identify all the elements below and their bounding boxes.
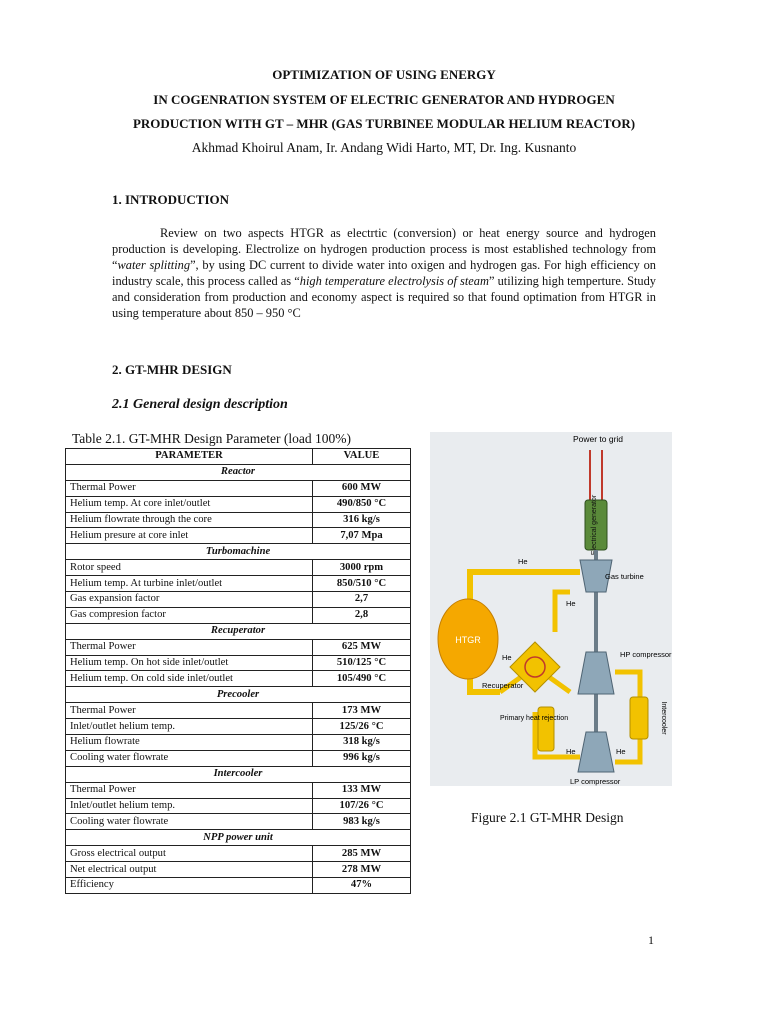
table-cell-parameter: Inlet/outlet helium temp.: [66, 798, 313, 814]
label-recuperator: Recuperator: [482, 681, 524, 690]
label-htgr: HTGR: [455, 635, 481, 645]
table-section-label: Intercooler: [66, 766, 411, 782]
introduction-paragraph: [112, 225, 656, 321]
paper-title-line-1: OPTIMIZATION OF USING ENERGY: [272, 67, 496, 82]
label-he-4: He: [566, 747, 576, 756]
table-header-parameter: PARAMETER: [66, 449, 313, 465]
table-cell-parameter: Helium presure at core inlet: [66, 528, 313, 544]
table-cell-value: 3000 rpm: [313, 560, 411, 576]
table-row: [66, 878, 411, 894]
table-row: [66, 782, 411, 798]
label-he-5: He: [616, 747, 626, 756]
table-row: [66, 798, 411, 814]
table-row: [66, 862, 411, 878]
table-section-row: [66, 687, 411, 703]
intro-emphasis-water-splitting: water splitting: [117, 258, 191, 272]
table-cell-parameter: Rotor speed: [66, 560, 313, 576]
table-cell-parameter: Thermal Power: [66, 480, 313, 496]
table-section-row: [66, 464, 411, 480]
label-hp-compressor: HP compressor: [620, 650, 672, 659]
table-cell-parameter: Helium temp. At core inlet/outlet: [66, 496, 313, 512]
table-cell-value: 318 kg/s: [313, 735, 411, 751]
table-row: [66, 703, 411, 719]
table-cell-parameter: Efficiency: [66, 878, 313, 894]
table-row: [66, 512, 411, 528]
table-section-label: Precooler: [66, 687, 411, 703]
page-number: 1: [648, 933, 654, 947]
table-cell-parameter: Gross electrical output: [66, 846, 313, 862]
table-row: [66, 496, 411, 512]
label-intercooler: Intercooler: [660, 701, 667, 735]
table-cell-value: 2,7: [313, 592, 411, 608]
table-cell-parameter: Helium temp. On hot side inlet/outlet: [66, 655, 313, 671]
table-section-row: [66, 544, 411, 560]
section-1-heading: 1. INTRODUCTION: [112, 192, 230, 207]
table-row: [66, 592, 411, 608]
table-cell-value: 625 MW: [313, 639, 411, 655]
table-header-row: [66, 449, 411, 465]
table-cell-value: 278 MW: [313, 862, 411, 878]
paper-title-line-2: IN COGENRATION SYSTEM OF ELECTRIC GENERATOR AND HYDROGEN: [153, 92, 615, 107]
table-row: [66, 639, 411, 655]
table-cell-parameter: Thermal Power: [66, 703, 313, 719]
table-row: [66, 671, 411, 687]
table-section-label: Recuperator: [66, 623, 411, 639]
gt-mhr-diagram: [430, 432, 672, 786]
intro-text-part-2: ”, by using DC current to divide water into oxigen and hydrogen gas. For high efficiency on industry scale, this process called as “: [112, 258, 656, 288]
table-section-row: [66, 623, 411, 639]
paper-title-line-3: PRODUCTION WITH GT – MHR (GAS TURBINEE MODULAR HELIUM REACTOR): [132, 116, 636, 131]
table-cell-value: 107/26 °C: [313, 798, 411, 814]
table-cell-value: 285 MW: [313, 846, 411, 862]
table-row: [66, 655, 411, 671]
table-row: [66, 719, 411, 735]
table-cell-parameter: Inlet/outlet helium temp.: [66, 719, 313, 735]
table-cell-value: 105/490 °C: [313, 671, 411, 687]
table-cell-value: 47%: [313, 878, 411, 894]
subsection-2-1-heading: 2.1 General design description: [112, 397, 288, 412]
table-row: [66, 560, 411, 576]
table-cell-parameter: Thermal Power: [66, 782, 313, 798]
table-row: [66, 607, 411, 623]
table-row: [66, 576, 411, 592]
label-power-to-grid: Power to grid: [572, 434, 624, 444]
label-he-2: He: [566, 599, 576, 608]
figure-caption: Figure 2.1 GT-MHR Design: [471, 810, 624, 825]
table-section-row: [66, 766, 411, 782]
table-cell-parameter: Cooling water flowrate: [66, 814, 313, 830]
table-cell-value: 850/510 °C: [313, 576, 411, 592]
table-cell-parameter: Cooling water flowrate: [66, 750, 313, 766]
table-cell-parameter: Helium flowrate: [66, 735, 313, 751]
label-he-3: He: [502, 653, 512, 662]
table-row: [66, 750, 411, 766]
table-caption: Table 2.1. GT-MHR Design Parameter (load 100%): [72, 431, 351, 446]
table-cell-value: 996 kg/s: [313, 750, 411, 766]
design-parameter-table: [65, 448, 411, 894]
table-cell-parameter: Helium temp. On cold side inlet/outlet: [66, 671, 313, 687]
table-cell-value: 125/26 °C: [313, 719, 411, 735]
label-lp-compressor: LP compressor: [570, 777, 621, 786]
section-2-heading: 2. GT-MHR DESIGN: [112, 362, 232, 377]
label-he-1: He: [518, 557, 528, 566]
intro-text-part-3: ” utilizing high temperture. Study and consideration from production and economy aspect is required so that found optimation from HTGR in using temperature about 850 – 950 °C: [112, 274, 656, 320]
label-gas-turbine: Gas turbine: [605, 572, 644, 581]
table-cell-value: 600 MW: [313, 480, 411, 496]
table-cell-value: 490/850 °C: [313, 496, 411, 512]
table-cell-value: 7,07 Mpa: [313, 528, 411, 544]
table-row: [66, 846, 411, 862]
table-section-row: [66, 830, 411, 846]
table-cell-value: 983 kg/s: [313, 814, 411, 830]
table-cell-value: 2,8: [313, 607, 411, 623]
table-row: [66, 480, 411, 496]
table-section-label: Turbomachine: [66, 544, 411, 560]
table-cell-value: 173 MW: [313, 703, 411, 719]
table-cell-value: 510/125 °C: [313, 655, 411, 671]
table-section-label: Reactor: [66, 464, 411, 480]
table-cell-value: 316 kg/s: [313, 512, 411, 528]
table-cell-value: 133 MW: [313, 782, 411, 798]
table-cell-parameter: Net electrical output: [66, 862, 313, 878]
table-cell-parameter: Helium temp. At turbine inlet/outlet: [66, 576, 313, 592]
primary-heat-rejection: [538, 707, 554, 751]
table-section-label: NPP power unit: [66, 830, 411, 846]
intercooler: [630, 697, 648, 739]
table-row: [66, 814, 411, 830]
table-row: [66, 528, 411, 544]
table-row: [66, 735, 411, 751]
table-cell-parameter: Gas compresion factor: [66, 607, 313, 623]
table-cell-parameter: Helium flowrate through the core: [66, 512, 313, 528]
label-generator: Electrical generator: [591, 494, 598, 556]
table-cell-parameter: Gas expansion factor: [66, 592, 313, 608]
table-header-value: VALUE: [313, 449, 411, 465]
table-cell-parameter: Thermal Power: [66, 639, 313, 655]
label-primary-heat-rejection: Primary heat rejection: [500, 715, 569, 722]
authors: Akhmad Khoirul Anam, Ir. Andang Widi Harto, MT, Dr. Ing. Kusnanto: [191, 140, 577, 155]
intro-emphasis-hte: high temperature electrolysis of steam: [299, 274, 489, 288]
intro-text-part-1: Review on two aspects HTGR as electrtic (conversion) or heat energy source and hydrogen production is developing. Electrolize on hydrogen production process is most established technology from “: [112, 226, 656, 272]
